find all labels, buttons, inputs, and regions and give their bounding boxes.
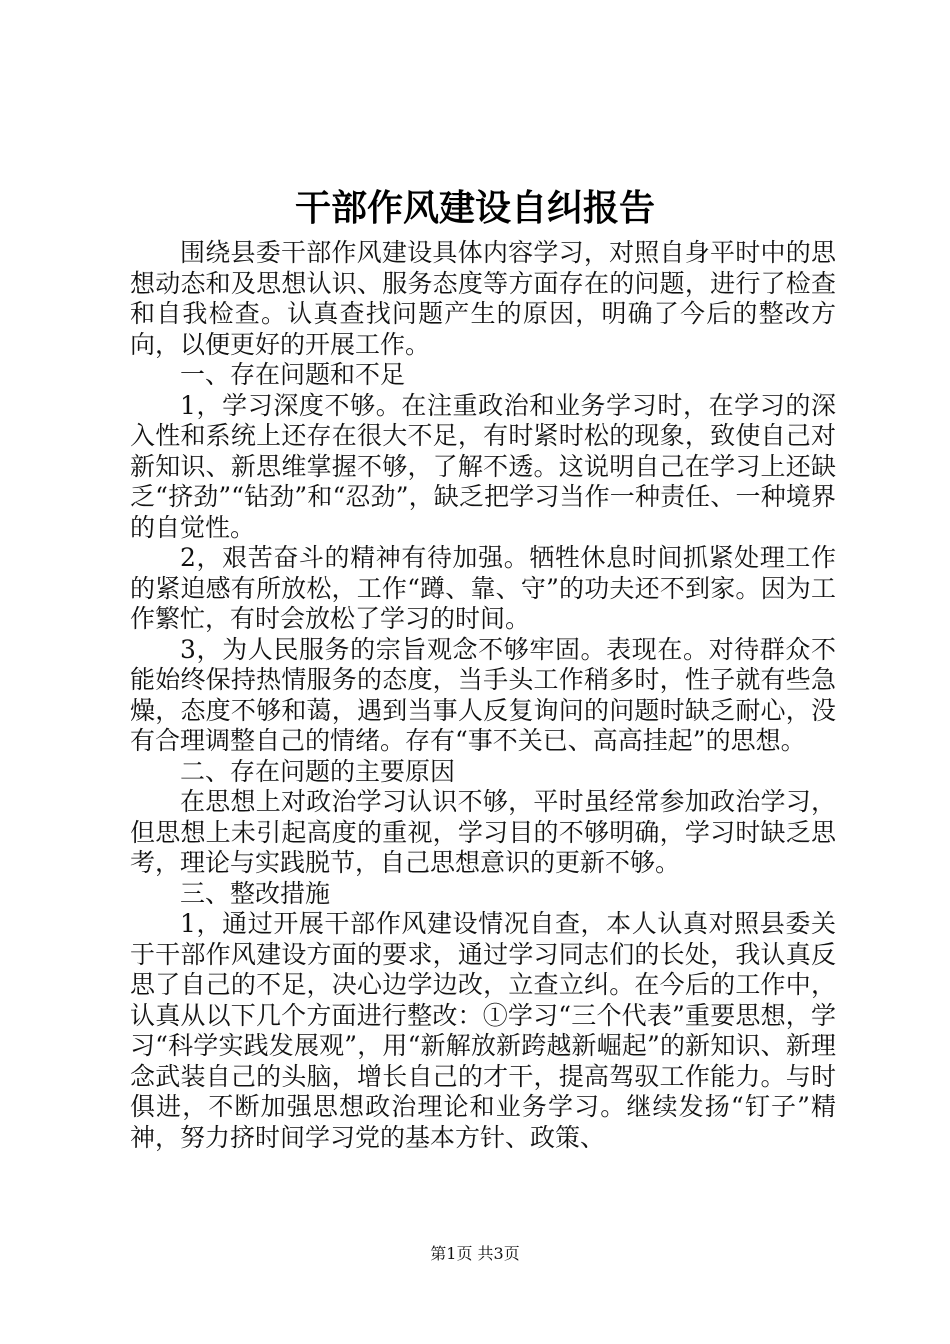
section-heading-causes: 二、存在问题的主要原因 — [180, 756, 456, 786]
page-number-footer: 第1页 共3页 — [430, 1244, 520, 1263]
causes-paragraph: 在思想上对政治学习认识不够，平时虽经常参加政治学习，但思想上未引起高度的重视，学习目的不够明确，学习时缺乏思考，理论与实践脱节，自己思想意识的更新不够。 — [130, 787, 836, 877]
section-heading-measures: 三、整改措施 — [180, 878, 331, 908]
measure-item-1: 1，通过开展干部作风建设情况自查，本人认真对照县委关于干部作风建设方面的要求，通过学习同志们的长处，我认真反思了自己的不足，决心边学边改，立查立纠。在今后的工作中，认真从以下几个方面进行整改：①学习“三个代表”重要思想，学习“科学实践发展观”，用“新解放新跨越新崛起”的新知识、新理念武装自己的头脑，增长自己的才干，提高驾驭工作能力。与时俱进，不断加强思想政治理论和业务学习。继续发扬“钉子”精神，努力挤时间学习党的基本方针、政策、 — [130, 909, 836, 1152]
section-heading-problems: 一、存在问题和不足 — [180, 360, 406, 389]
document-body — [130, 238, 836, 1153]
document-title: 干部作风建设自纠报告 — [294, 187, 655, 229]
problem-item-1: 1，学习深度不够。在注重政治和业务学习时，在学习的深入性和系统上还存在很大不足，有时紧时松的现象，致使自己对新知识、新思维掌握不够，了解不透。这说明自己在学习上还缺乏“挤劲”“钻劲”和“忍劲”，缺乏把学习当作一种责任、一种境界的自觉性。 — [130, 390, 836, 542]
problem-item-3: 3，为人民服务的宗旨观念不够牢固。表现在。对待群众不能始终保持热情服务的态度，当手头工作稍多时，性子就有些急燥，态度不够和蔼，遇到当事人反复询问的问题时缺乏耐心，没有合理调整自己的情绪。存有“事不关已、高高挂起”的思想。 — [130, 634, 836, 755]
intro-paragraph: 围绕县委干部作风建设具体内容学习，对照自身平时中的思想动态和及思想认识、服务态度等方面存在的问题，进行了检查和自我检查。认真查找问题产生的原因，明确了今后的整改方向，以便更好的开展工作。 — [130, 238, 836, 359]
problem-item-2: 2，艰苦奋斗的精神有待加强。牺牲休息时间抓紧处理工作的紧迫感有所放松，工作“蹲、靠、守”的功夫还不到家。因为工作繁忙，有时会放松了学习的时间。 — [130, 543, 836, 633]
